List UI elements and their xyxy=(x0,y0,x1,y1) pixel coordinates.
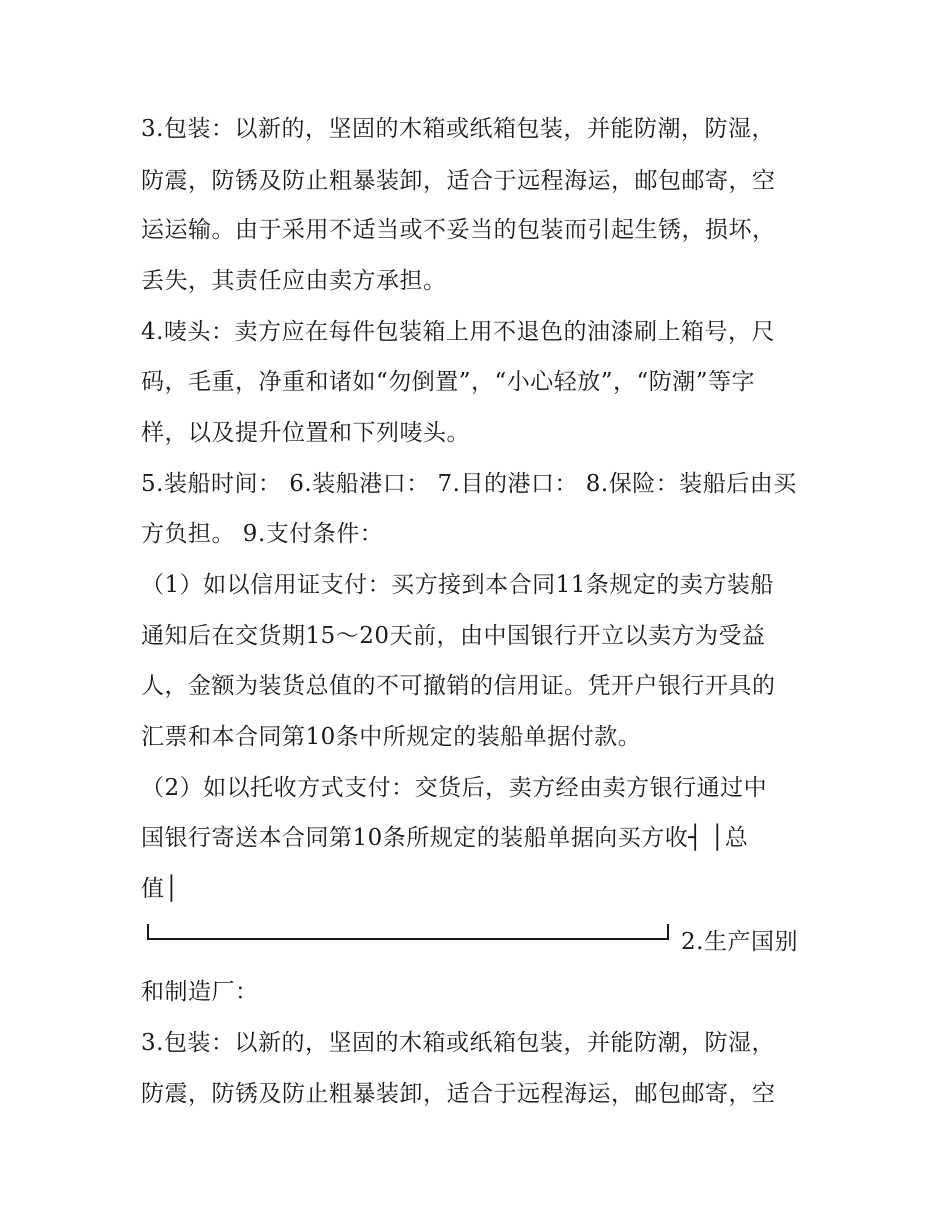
paragraph-line: （2）如以托收方式支付：交货后，卖方经由卖方银行通过中 xyxy=(141,775,768,801)
paragraph-line: 国银行寄送本合同第10条所规定的装船单据向买方收┤ │总 xyxy=(141,825,749,851)
paragraph-line: 4.唛头：卖方应在每件包装箱上用不退色的油漆刷上箱号，尺 xyxy=(141,319,775,345)
table-border-fragment xyxy=(147,924,669,940)
section-label: 2.生产国别 xyxy=(681,929,798,955)
paragraph-line: 5.装船时间： 6.装船港口： 7.目的港口： 8.保险：装船后由买 xyxy=(141,471,797,497)
paragraph-line: 人，金额为装货总值的不可撤销的信用证。凭开户银行开具的 xyxy=(141,673,776,699)
paragraph-line: （1）如以信用证支付：买方接到本合同11条规定的卖方装船 xyxy=(141,572,774,598)
paragraph-line: 和制造厂： xyxy=(141,979,259,1005)
paragraph-line: 通知后在交货期15～20天前，由中国银行开立以卖方为受益 xyxy=(141,623,766,649)
paragraph-line: 3.包装：以新的，坚固的木箱或纸箱包装，并能防潮，防湿， xyxy=(141,116,775,142)
paragraph-line: 样，以及提升位置和下列唛头。 xyxy=(141,420,470,446)
paragraph-line: 防震，防锈及防止粗暴装卸，适合于远程海运，邮包邮寄，空 xyxy=(141,168,776,194)
paragraph-line: 汇票和本合同第10条中所规定的装船单据付款。 xyxy=(141,724,642,750)
paragraph-line: 丢失，其责任应由卖方承担。 xyxy=(141,268,447,294)
paragraph-line: 码，毛重，净重和诸如“勿倒置”，“小心轻放”，“防潮”等字 xyxy=(141,369,756,395)
paragraph-line: 3.包装：以新的，坚固的木箱或纸箱包装，并能防潮，防湿， xyxy=(141,1030,775,1056)
paragraph-line: 运运输。由于采用不适当或不妥当的包装而引起生锈，损坏， xyxy=(141,217,776,243)
paragraph-line: 值│ xyxy=(141,876,179,902)
paragraph-line: 防震，防锈及防止粗暴装卸，适合于远程海运，邮包邮寄，空 xyxy=(141,1081,776,1107)
paragraph-line: 方负担。 9.支付条件： xyxy=(141,521,384,547)
